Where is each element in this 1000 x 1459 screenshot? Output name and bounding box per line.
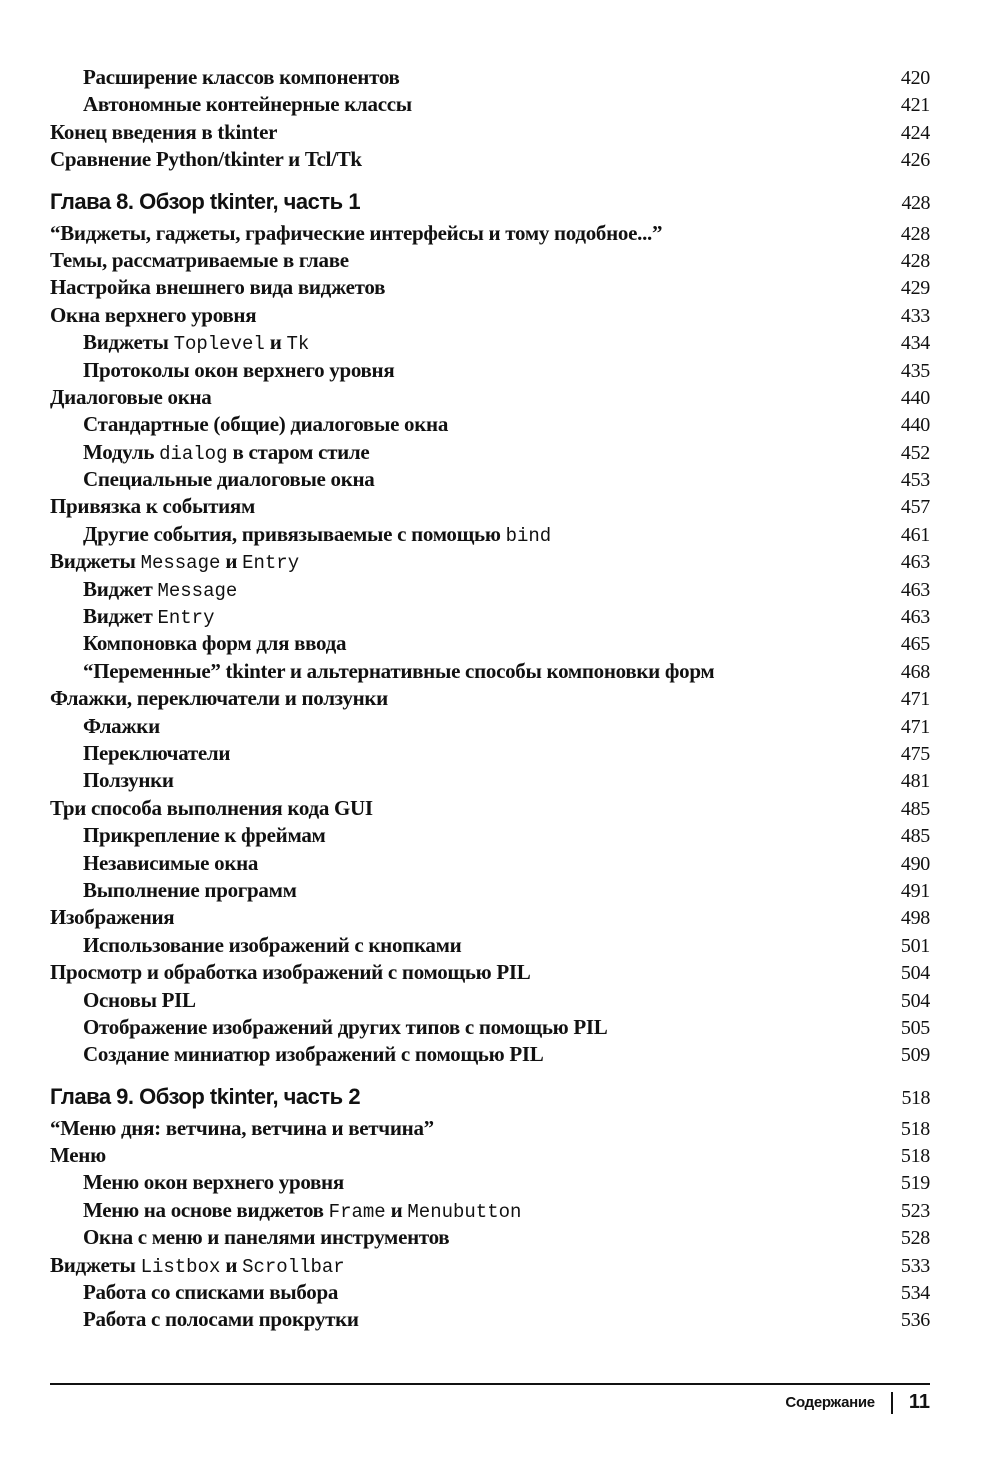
title-text: “Виджеты, гаджеты, графические интерфейсы и тому подобное...” [50,220,663,245]
code-identifier: Menubutton [407,1200,522,1223]
title-text: Модуль [83,439,160,464]
title-text: Глава 8. Обзор tkinter, часть 1 [50,188,361,214]
toc-entry [50,1197,930,1224]
title-text: Виджеты [50,1252,141,1277]
toc-page-number: 463 [900,551,930,574]
title-text: Отображение изображений других типов с помощью PIL [83,1014,608,1039]
toc-page-number: 490 [900,852,930,875]
toc-chapter-heading [50,184,930,220]
title-text: Привязка к событиям [50,494,255,519]
title-text: Создание миниатюр изображений с помощью PIL [83,1042,544,1067]
toc-entry-title [50,959,530,986]
toc-entry [50,146,930,173]
toc-page-number: 428 [901,191,930,214]
title-text: Сравнение Python/tkinter и Tcl/Tk [50,147,362,172]
toc-entry-title [50,247,349,274]
title-text: “Переменные” tkinter и альтернативные способы компоновки форм [83,658,715,683]
toc-entry [50,466,930,493]
title-text: Изображения [50,905,175,930]
title-text: Меню окон верхнего уровня [83,1170,344,1195]
title-text: Три способа выполнения кода GUI [50,795,373,820]
toc-entry-title [50,302,256,329]
footer-divider [50,1383,930,1385]
code-identifier: Message [140,552,221,575]
toc-entry [50,932,930,959]
title-text: в старом стиле [227,439,370,464]
toc-entry [50,877,930,904]
toc-entry [50,1115,930,1142]
toc-entry-title [50,466,375,493]
toc-entry [50,357,930,384]
toc-entry-title [50,877,297,904]
running-footer-label: Содержание [785,1394,875,1411]
toc-entry [50,302,930,329]
toc-page-number: 433 [900,304,930,327]
title-text: Расширение классов компонентов [83,65,400,89]
toc-page-number: 452 [900,441,930,464]
title-text: Виджеты [83,330,174,355]
toc-entry-title [50,795,373,822]
toc-page-number: 533 [900,1254,930,1277]
toc-entry [50,987,930,1014]
toc-entry [50,576,930,603]
toc-entry-title [50,357,394,384]
title-text: и [220,1252,243,1277]
title-text: и [385,1197,408,1222]
toc-entry-title [50,548,299,577]
toc-entry-title [50,493,255,520]
toc-entry-title [50,713,160,740]
title-text: Другие события, привязываемые с помощью [83,521,506,546]
title-text: “Меню дня: ветчина, ветчина и ветчина” [50,1115,434,1140]
toc-page-number: 491 [900,879,930,902]
toc-page-number: 471 [900,715,930,738]
title-text: Флажки [83,713,160,738]
toc-page-number: 518 [900,1145,930,1168]
toc-entry-title [50,1224,449,1251]
title-text: Основы PIL [83,987,196,1012]
toc-entry-title [50,1252,345,1281]
toc-entry-title [50,184,360,220]
toc-entry [50,795,930,822]
toc-entry [50,274,930,301]
title-text: Автономные контейнерные классы [83,92,412,117]
code-identifier: dialog [159,442,228,465]
toc-entry [50,1279,930,1306]
toc-entry-title [50,932,461,959]
toc-entry [50,91,930,118]
toc-page-number: 440 [900,414,930,437]
toc-entry [50,630,930,657]
title-text: Конец введения в tkinter [50,119,278,144]
title-text: Прикрепление к фреймам [83,823,326,848]
toc-entry-title [50,822,326,849]
toc-entry-title [50,1041,543,1068]
toc-entry-title [50,1197,521,1226]
toc-page-number: 468 [900,660,930,683]
title-text: Окна верхнего уровня [50,302,257,327]
toc-entry-title [50,1306,359,1333]
toc-chapter-heading [50,1079,930,1115]
title-text: Компоновка форм для ввода [83,631,347,656]
toc-page-number: 428 [900,222,930,245]
code-identifier: Message [157,579,238,602]
toc-page-number: 509 [900,1044,930,1067]
toc-entry-title [50,987,196,1014]
toc-page-number: 457 [900,496,930,519]
toc-entry [50,685,930,712]
toc-entry [50,740,930,767]
toc-entry [50,1169,930,1196]
title-text: Использование изображений с кнопками [83,932,462,957]
toc-entry-title [50,603,214,632]
toc-entry [50,119,930,146]
title-text: Работа со списками выбора [83,1280,339,1305]
page-footer [785,1391,930,1414]
toc-page-number: 536 [900,1309,930,1332]
title-text: Флажки, переключатели и ползунки [50,686,388,711]
toc-entry-title [50,1115,434,1142]
toc-page-number: 519 [900,1172,930,1195]
code-identifier: Entry [242,552,300,575]
code-identifier: Frame [328,1200,386,1223]
toc-page-number: 424 [900,121,930,144]
toc-entry [50,822,930,849]
toc-entry-title [50,64,400,91]
toc-page-number: 428 [900,249,930,272]
toc-page-number: 463 [900,606,930,629]
title-text: Просмотр и обработка изображений с помощью PIL [50,960,531,985]
code-identifier: Entry [157,607,215,630]
footer-separator [891,1392,893,1414]
toc-entry [50,1224,930,1251]
toc-entry [50,439,930,466]
toc-entry [50,1041,930,1068]
page-number: 11 [908,1391,930,1413]
toc-page-number: 471 [900,688,930,711]
toc-page-number: 475 [900,742,930,765]
toc-page-number: 504 [900,962,930,985]
title-text: Работа с полосами прокрутки [83,1307,359,1332]
toc-entry-title [50,411,448,438]
toc-entry-title [50,119,277,146]
toc-page-number: 504 [900,989,930,1012]
toc-entry-title [50,576,237,605]
toc-entry-title [50,274,385,301]
title-text: Темы, рассматриваемые в главе [50,247,349,272]
toc-entry [50,64,930,91]
toc-page-number: 463 [900,578,930,601]
toc-entry [50,411,930,438]
code-identifier: Toplevel [173,333,265,356]
toc-page-number: 453 [900,469,930,492]
toc-entry-title [50,1142,106,1169]
toc-page-number: 434 [900,332,930,355]
title-text: Окна с меню и панелями инструментов [83,1225,450,1250]
toc-page-number: 498 [900,907,930,930]
toc-entry-title [50,220,662,247]
toc-page-number: 420 [900,67,930,89]
toc-entry-title [50,91,412,118]
code-identifier: Scrollbar [242,1255,345,1278]
toc-page-number: 518 [901,1086,930,1109]
toc-entry [50,603,930,630]
title-text: Настройка внешнего вида виджетов [50,275,386,300]
toc-entry-title [50,850,258,877]
toc-entry [50,1142,930,1169]
toc-entry [50,767,930,794]
title-text: Независимые окна [83,850,259,875]
toc-entry [50,1014,930,1041]
toc-page-number: 485 [900,825,930,848]
code-identifier: bind [505,524,552,547]
toc-entry-title [50,658,714,685]
toc-entry-title [50,740,230,767]
toc-entry-title [50,384,212,411]
toc-entry [50,904,930,931]
title-text: Глава 9. Обзор tkinter, часть 2 [50,1083,361,1109]
toc-entry-title [50,1279,338,1306]
toc-entry-title [50,904,174,931]
title-text: Переключатели [83,740,231,765]
code-identifier: Listbox [140,1255,221,1278]
toc-entry-title [50,521,551,550]
title-text: Специальные диалоговые окна [83,467,375,492]
toc-page-number: 505 [900,1016,930,1039]
toc-page-number: 518 [900,1117,930,1140]
toc-entry [50,713,930,740]
toc-entry [50,548,930,575]
toc-entry-title [50,767,174,794]
toc-entry-title [50,1079,360,1115]
toc-entry-title [50,146,362,173]
toc-page-number: 461 [900,523,930,546]
title-text: и [264,330,287,355]
title-text: Виджеты [50,549,141,574]
title-text: и [220,549,243,574]
toc-entry [50,384,930,411]
toc-entry-title [50,630,346,657]
toc-page-number: 435 [900,359,930,382]
title-text: Стандартные (общие) диалоговые окна [83,412,449,437]
toc-entry [50,493,930,520]
toc-page-number: 523 [900,1199,930,1222]
toc-entry-title [50,1014,607,1041]
toc-page-number: 501 [900,934,930,957]
toc-entry-title [50,439,369,468]
title-text: Ползунки [83,768,174,793]
toc-entry [50,850,930,877]
table-of-contents [50,64,930,1334]
toc-page-number: 421 [900,94,930,117]
toc-entry-title [50,1169,344,1196]
toc-entry-title [50,329,309,358]
title-text: Виджет [83,604,158,629]
toc-page-number: 426 [900,149,930,172]
title-text: Меню на основе виджетов [83,1197,329,1222]
toc-entry [50,1306,930,1333]
toc-entry [50,220,930,247]
title-text: Выполнение программ [83,877,297,902]
toc-entry [50,658,930,685]
title-text: Диалоговые окна [50,384,212,409]
toc-page-number: 440 [900,386,930,409]
toc-page-number: 534 [900,1282,930,1305]
title-text: Протоколы окон верхнего уровня [83,357,395,382]
toc-page-number: 465 [900,633,930,656]
toc-entry [50,521,930,548]
toc-entry [50,247,930,274]
toc-page-number: 485 [900,797,930,820]
toc-page-number: 528 [900,1227,930,1250]
toc-entry [50,959,930,986]
toc-page-number: 429 [900,277,930,300]
toc-entry [50,1252,930,1279]
toc-entry [50,329,930,356]
toc-page-number: 481 [900,770,930,793]
toc-entry-title [50,685,388,712]
code-identifier: Tk [286,333,310,356]
title-text: Меню [50,1143,106,1168]
title-text: Виджет [83,576,158,601]
